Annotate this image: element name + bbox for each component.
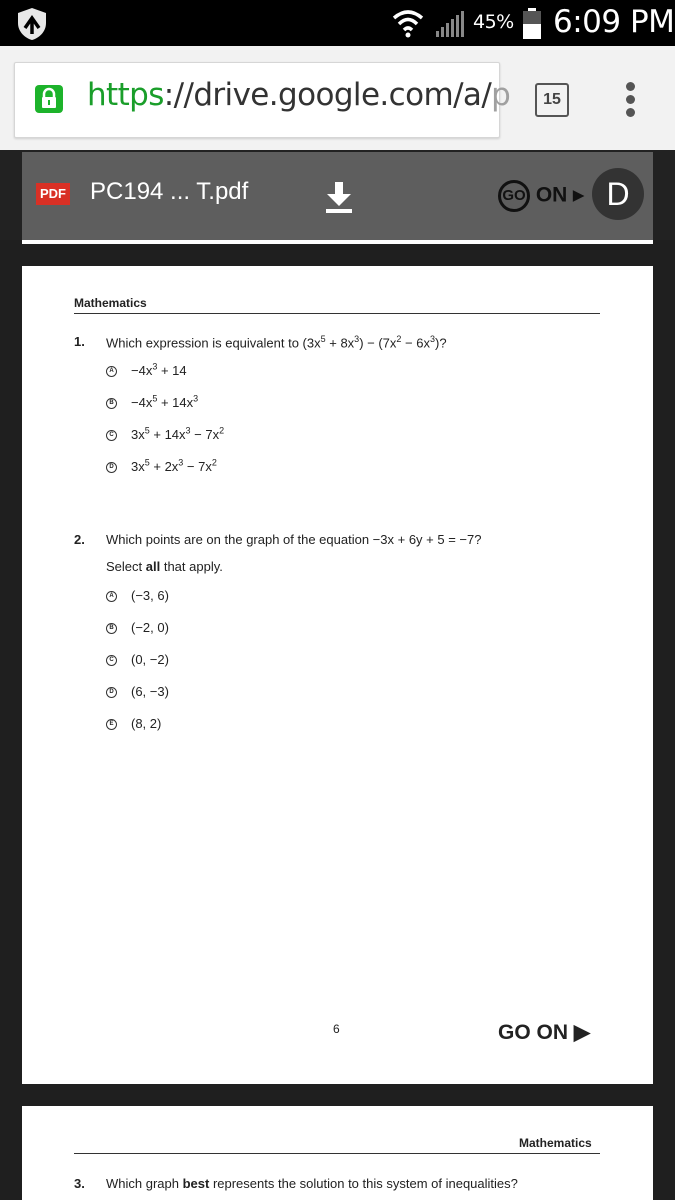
answer-bubble[interactable]: B (106, 623, 117, 634)
question-text (106, 1176, 518, 1191)
battery-icon (522, 8, 542, 40)
header-rule (74, 1153, 600, 1154)
answer-point: (0, −2) (131, 652, 169, 667)
url-scheme: https (87, 77, 164, 113)
answer-bubble[interactable]: D (106, 687, 117, 698)
answer-expression: $-4x^5 + 14x^3$ (131, 394, 199, 411)
overlay-text: ON (535, 183, 568, 207)
answer-bubble[interactable]: A (106, 591, 117, 602)
status-bar (0, 0, 675, 46)
answer-option[interactable] (106, 362, 187, 378)
answer-bubble[interactable]: A (106, 366, 117, 377)
header-rule (74, 313, 600, 314)
go-on-label: GO ON ▶ (498, 1021, 590, 1044)
answer-option[interactable] (106, 394, 198, 410)
answer-option[interactable] (106, 458, 217, 474)
answer-point: (−3, 6) (131, 588, 169, 603)
answer-option[interactable] (106, 652, 169, 667)
lock-icon (35, 85, 63, 113)
question-prefix: Which graph (106, 1176, 183, 1191)
answer-option[interactable] (106, 620, 169, 635)
question-number: 1. (74, 334, 85, 349)
url-host: ://drive.google.com/a/ (163, 77, 492, 113)
question-suffix: represents the solution to this system of inequalities? (209, 1176, 518, 1191)
subject-header: Mathematics (519, 1136, 592, 1150)
more-menu-icon[interactable] (623, 82, 637, 122)
question-bold: best (182, 1176, 210, 1191)
page-number: 6 (333, 1022, 340, 1036)
pdf-page-next (22, 1106, 653, 1200)
answer-expression: $-4x^3 + 14$ (131, 362, 187, 379)
select-bold: all (145, 559, 161, 574)
subject-header: Mathematics (74, 296, 147, 310)
go-on-overlay: GO ON ▸ (498, 180, 584, 212)
pdf-file-icon: PDF (36, 183, 70, 205)
app-shield-icon (14, 6, 50, 42)
browser-toolbar (0, 46, 675, 150)
overlay-circle: GO (498, 180, 530, 212)
select-instruction (106, 559, 223, 574)
select-suffix: that apply. (160, 559, 223, 574)
answer-expression: $3x^5 + 2x^3 - 7x^2$ (131, 458, 217, 475)
answer-bubble[interactable]: C (106, 430, 117, 441)
download-icon[interactable] (322, 180, 356, 214)
question-number: 3. (74, 1176, 85, 1191)
url-text[interactable] (87, 77, 510, 113)
pdf-viewer-toolbar (22, 152, 653, 240)
file-name: PC194 ... T.pdf (90, 178, 249, 205)
url-path: p (491, 77, 511, 113)
answer-bubble[interactable]: B (106, 398, 117, 409)
answer-bubble[interactable]: D (106, 462, 117, 473)
answer-bubble[interactable]: C (106, 655, 117, 666)
question-number: 2. (74, 532, 85, 547)
tab-switcher-button[interactable]: 15 (535, 83, 569, 117)
answer-option[interactable] (106, 588, 169, 603)
answer-option[interactable] (106, 716, 161, 731)
question-text: Which points are on the graph of the equation −3x + 6y + 5 = −7? (106, 532, 482, 547)
toolbar-divider (22, 240, 653, 244)
question-prefix: Which expression is equivalent to (106, 335, 303, 351)
wifi-icon (392, 8, 424, 38)
account-avatar[interactable]: D (592, 168, 644, 220)
answer-point: (6, −3) (131, 684, 169, 699)
clock: 6:09 PM (553, 4, 675, 40)
question-text: Which expression is equivalent to $(3x^5 + 8x^3) - (7x^2 - 6x^3)$? (106, 334, 447, 351)
battery-percent: 45% (473, 11, 514, 33)
url-bar[interactable] (14, 62, 511, 138)
signal-icon (436, 9, 468, 39)
pdf-page (22, 266, 653, 1084)
answer-option[interactable] (106, 684, 169, 699)
select-prefix: Select (106, 559, 146, 574)
answer-expression: $3x^5 + 14x^3 - 7x^2$ (131, 426, 225, 443)
answer-option[interactable] (106, 426, 224, 442)
answer-point: (8, 2) (131, 716, 162, 731)
answer-bubble[interactable]: E (106, 719, 117, 730)
answer-point: (−2, 0) (131, 620, 169, 635)
